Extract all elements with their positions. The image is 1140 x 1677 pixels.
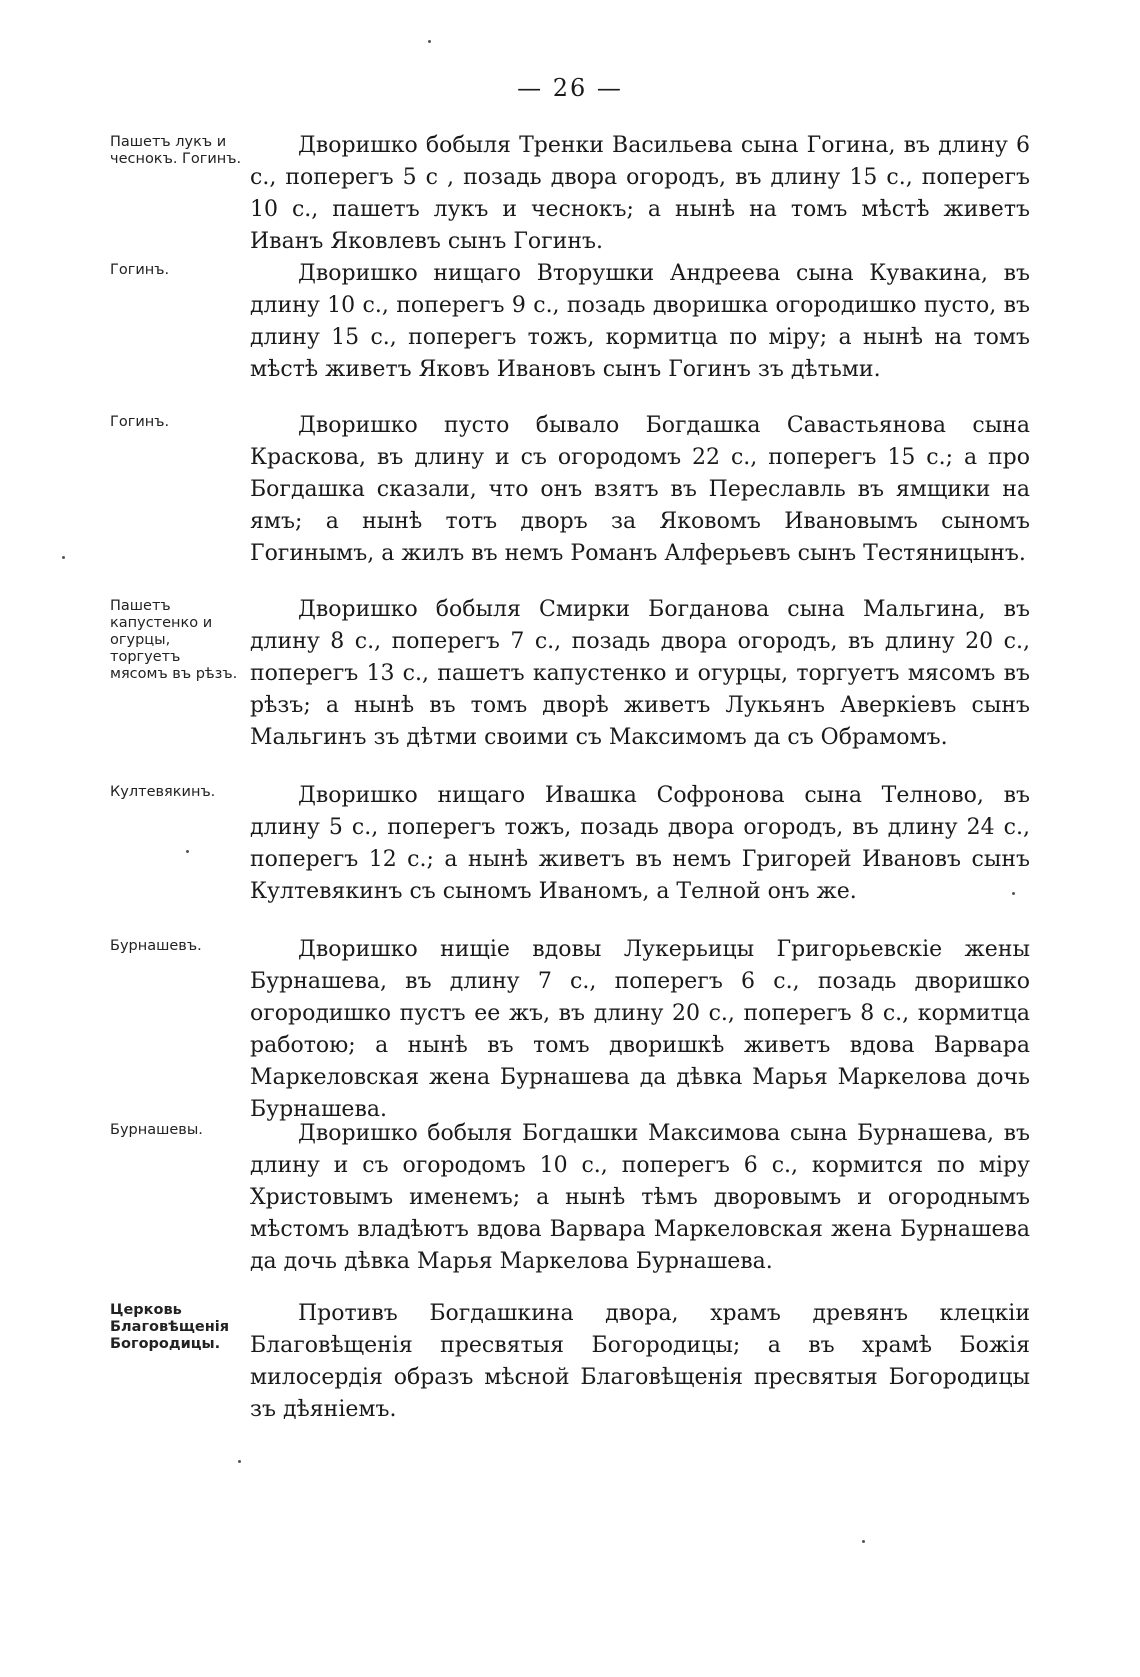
print-speck bbox=[1012, 892, 1015, 895]
margin-note: Гогинъ. bbox=[110, 414, 170, 430]
print-speck bbox=[428, 40, 431, 43]
margin-note: Бурнашевъ. bbox=[110, 938, 202, 954]
entry-text: Дворишко нищаго Ивашка Софронова сына Телново, въ длину 5 с., поперегъ тожъ, позадь двора огородъ, въ длину 24 с., поперегъ 12 с.; а нынѣ живетъ въ немъ Григорей Ивановъ сынъ Култевякинъ съ сыномъ Иваномъ, а Телной онъ же. bbox=[250, 783, 1030, 904]
margin-note: Гогинъ. bbox=[110, 262, 170, 278]
print-speck bbox=[62, 556, 65, 559]
entry-text: Дворишко нищіе вдовы Лукерьицы Григорьевскіе жены Бурнашева, въ длину 7 с., поперегъ 6 с., позадь дворишко огородишко пустъ ее жъ, въ длину 20 с., поперегъ 8 с., кормитца работою; а нынѣ въ томъ дворишкѣ живетъ вдова Варвара Маркеловская жена Бурнашева да дѣвка Марья Маркелова дочь Бурнашева. bbox=[250, 937, 1030, 1122]
entry-text: Дворишко нищаго Вторушки Андреева сына Кувакина, въ длину 10 с., поперегъ 9 с., позадь дворишка огородишко пусто, въ длину 15 с., поперегъ тожъ, кормитца по міру; а нынѣ на томъ мѣстѣ живетъ Яковъ Ивановъ сынъ Гогинъ зъ дѣтьми. bbox=[250, 261, 1030, 382]
entry-text: Дворишко бобыля Смирки Богданова сына Мальгина, въ длину 8 с., поперегъ 7 с., позадь двора огородъ, въ длину 20 с., поперегъ 13 с., пашетъ капустенко и огурцы, торгуетъ мясомъ въ рѣзъ; а нынѣ въ томъ дворѣ живетъ Лукьянъ Аверкіевъ сынъ Мальгинъ зъ дѣтми своими съ Максимомъ да съ Обрамомъ. bbox=[250, 597, 1030, 750]
page-number: — 26 — bbox=[517, 74, 623, 102]
margin-note: Култевякинъ. bbox=[110, 784, 216, 800]
margin-note: Пашетъ лукъ и чеснокъ. Гогинъ. bbox=[110, 134, 242, 167]
print-speck bbox=[238, 1460, 241, 1463]
margin-note: Пашетъ капустенко и огурцы, торгуетъ мясомъ въ рѣзъ. bbox=[110, 598, 238, 682]
entry-text: Противъ Богдашкина двора, храмъ древянъ клецкіи Благовѣщенія пресвятыя Богородицы; а въ храмѣ Божія милосердія образъ мѣсной Благовѣщенія пресвятыя Богородицы зъ дѣяніемъ. bbox=[250, 1301, 1030, 1422]
entry-text: Дворишко бобыля Богдашки Максимова сына Бурнашева, въ длину и съ огородомъ 10 с., поперегъ 6 с., кормится по міру Христовымъ именемъ; а нынѣ тѣмъ дворовымъ и огороднымъ мѣстомъ владѣютъ вдова Варвара Маркеловская жена Бурнашева да дочь дѣвка Марья Маркелова Бурнашева. bbox=[250, 1121, 1030, 1274]
margin-note: Церковь Благовѣщенія Богородицы. bbox=[110, 1302, 230, 1352]
entry-text: Дворишко пусто бывало Богдашка Савастьянова сына Краскова, въ длину и съ огородомъ 22 с., поперегъ 15 с.; а про Богдашка сказали, что онъ взятъ въ Переславль въ ямщики на ямъ; а нынѣ тотъ дворъ за Яковомъ Ивановымъ сыномъ Гогинымъ, а жилъ въ немъ Романъ Алферьевъ сынъ Тестяницынъ. bbox=[250, 413, 1030, 566]
print-speck bbox=[186, 850, 189, 853]
margin-note: Бурнашевы. bbox=[110, 1122, 203, 1138]
print-speck bbox=[862, 1540, 865, 1543]
entry-text: Дворишко бобыля Тренки Васильева сына Гогина, въ длину 6 с., поперегъ 5 с , позадь двора огородъ, въ длину 15 с., поперегъ 10 с., пашетъ лукъ и чеснокъ; а нынѣ на томъ мѣстѣ живетъ Иванъ Яковлевъ сынъ Гогинъ. bbox=[250, 133, 1030, 254]
